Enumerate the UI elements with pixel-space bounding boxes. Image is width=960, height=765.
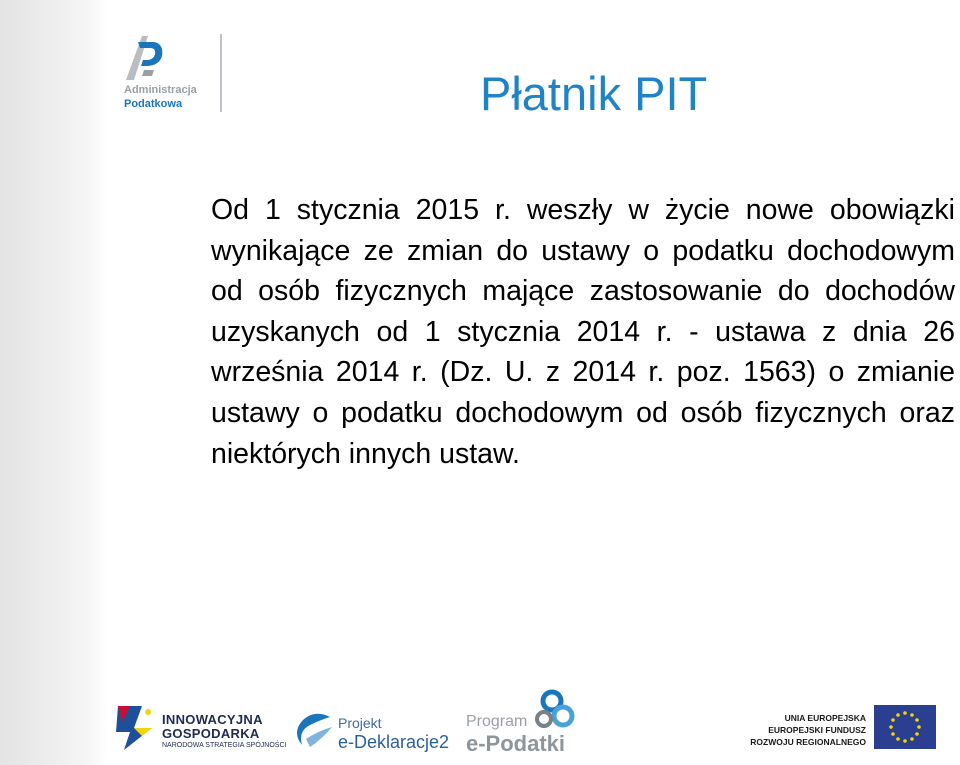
eu-flag-icon [874, 705, 936, 749]
administracja-podatkowa-logo [122, 32, 232, 122]
slide-title: Płatnik PIT [480, 67, 708, 120]
ig-text-strategia: NARODOWA STRATEGIA SPÓJNOŚCI [162, 742, 287, 749]
ig-text-innowacyjna: INNOWACYJNA [162, 712, 263, 727]
logo-text-podatkowa: Podatkowa [124, 98, 183, 110]
slide-body-text: Od 1 stycznia 2015 r. weszły w życie nowe obowiązki wynikające ze zmian do ustawy o podatku dochodowym od osób fizycznych mające zastosowanie do dochodów uzyskanych od 1 stycznia 2014 r. - ustawa z dnia 26 września 2014 r. (Dz. U. z 2014 r. poz. 1563) o zmianie ustawy o podatku dochodowym od osób fizycznych oraz niektórych innych ustaw. [211, 194, 955, 470]
ig-text-gospodarka: GOSPODARKA [162, 726, 260, 741]
e-deklaracje-swoosh-icon [292, 709, 336, 753]
e-deklaracje2-logo [292, 705, 452, 757]
innowacyjna-gospodarka-logo [112, 700, 287, 755]
ed-text-projekt: Projekt [338, 715, 382, 731]
eu-text-rozwoju: ROZWOJU REGIONALNEGO [750, 737, 866, 747]
e-podatki-rings-icon [532, 688, 580, 732]
ep-text-program: Program [466, 713, 528, 730]
left-decorative-band [0, 0, 108, 765]
eu-text-unia: UNIA EUROPEJSKA [784, 713, 866, 723]
e-podatki-logo [466, 688, 586, 758]
logo-divider [220, 34, 222, 112]
ap-logo-mark [122, 32, 166, 82]
eu-fund-logo [752, 703, 952, 755]
eu-text-fundusz: EUROPEJSKI FUNDUSZ [768, 725, 866, 735]
ep-text-e-podatki: e-Podatki [466, 731, 566, 756]
ig-emblem-icon [112, 702, 158, 752]
logo-text-administracja: Administracja [124, 84, 197, 96]
ed-text-e-deklaracje2: e-Deklaracje2 [338, 732, 450, 752]
